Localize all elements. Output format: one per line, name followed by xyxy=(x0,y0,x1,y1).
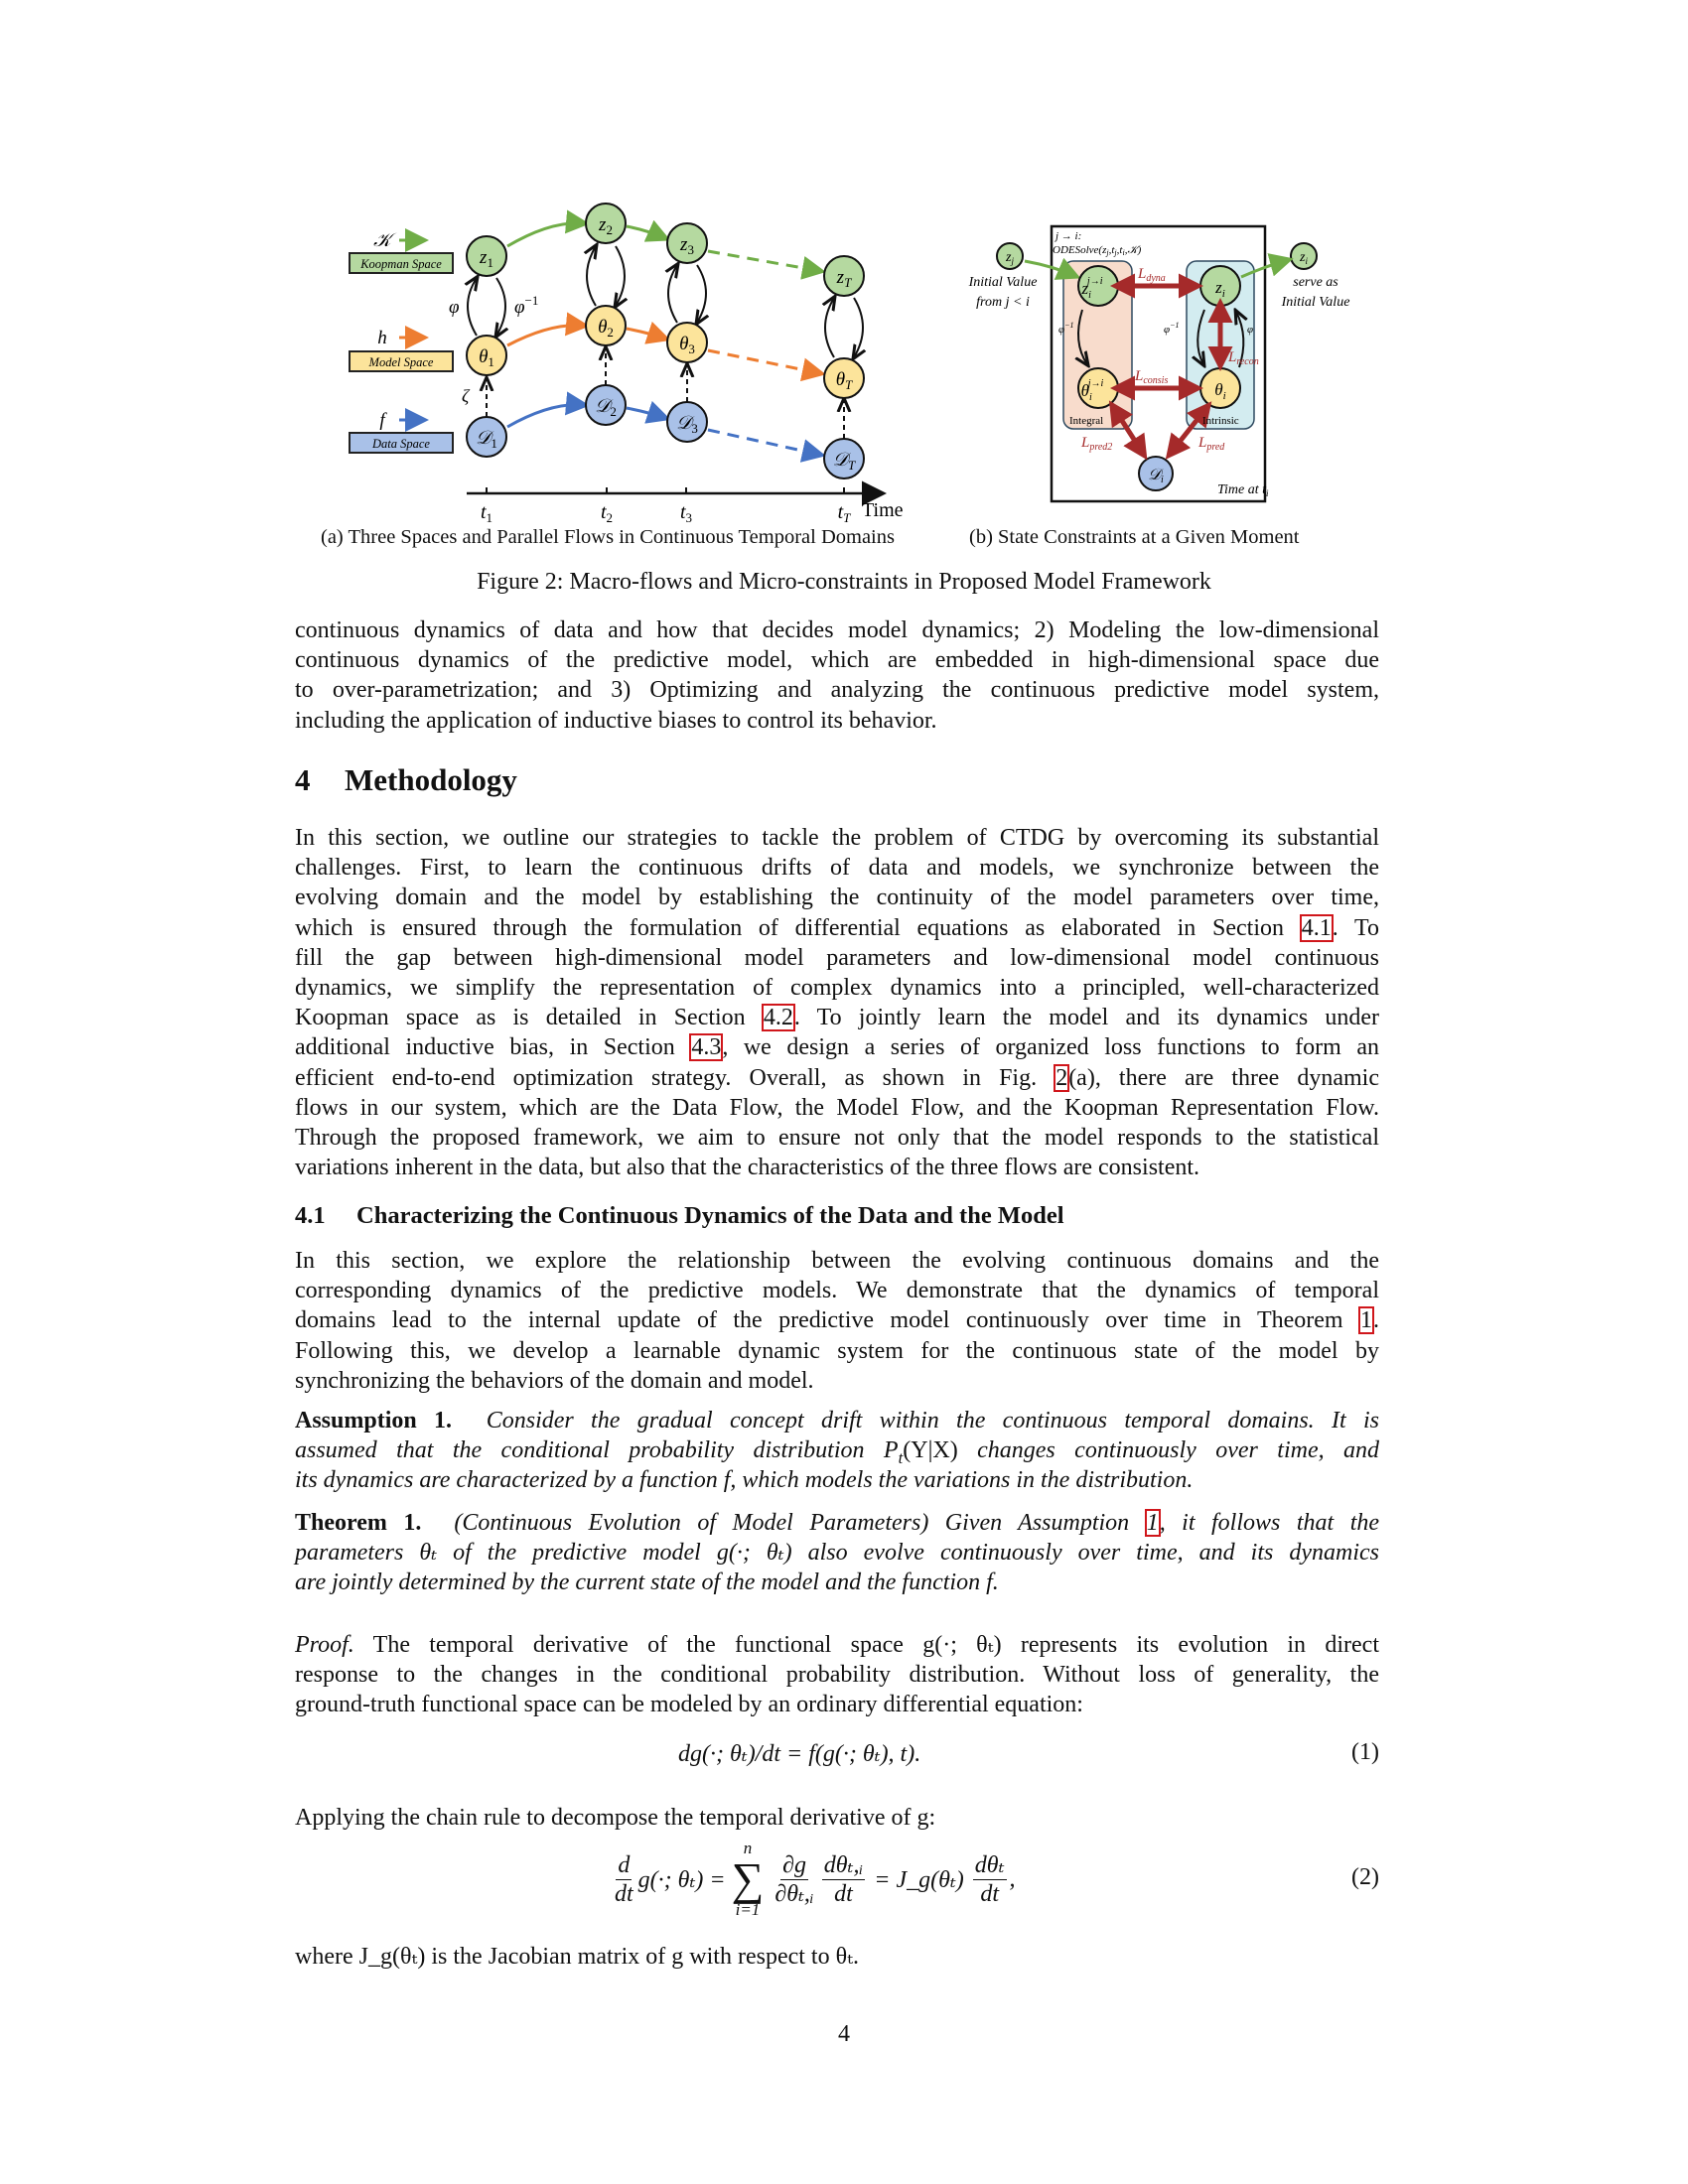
assumption-link-1[interactable]: 1 xyxy=(1146,1510,1159,1536)
equation-2: $\frac{d}{dt}$ g(·; θₜ) = n ∑ i=1 $\frac{\partial g}{\text{∂θₜ,ᵢ}}$ $\frac{\text{dθₜ,ᵢ}}{dt}$ = J_g(θₜ) $\frac{\text{dθₜ}}{dt}$ , xyxy=(615,1839,1016,1919)
node-theta2 xyxy=(586,306,626,345)
svg-text:Initial Value: Initial Value xyxy=(1281,295,1350,310)
text-line: continuous dynamics of the predictive model, which are embedded in high-dimensional space due xyxy=(295,647,1379,674)
subsection-heading-4-1: 4.1 Characterizing the Continuous Dynamics of the Data and the Model xyxy=(295,1202,1064,1229)
svg-text:𝒟T: 𝒟$_T$ xyxy=(832,450,856,473)
phi-inverse-label: $\varphi^{-1}$ xyxy=(514,293,539,318)
svg-text:𝒟2: 𝒟$_2$ xyxy=(595,396,617,419)
section-heading-methodology: 4 Methodology xyxy=(295,762,517,797)
loss-pred2: $L_{pred2}$ xyxy=(1081,435,1113,453)
svg-text:Intrinsic: Intrinsic xyxy=(1202,415,1239,427)
theorem-link-1[interactable]: 1 xyxy=(1360,1307,1372,1334)
page-number: 4 xyxy=(838,2021,850,2047)
svg-text:φ−1: $\varphi^{-1}$ xyxy=(1164,321,1180,336)
assumption-1: Assumption 1. Consider the gradual concept drift within the continuous temporal domains. It is assumed that the conditional probability distribution $P_t(Y|X)$ changes continuously over time, and its dynamics are characterized by a function f, which models the variations in the distribution. xyxy=(295,1408,1380,1494)
svg-text:Data Space: Data Space xyxy=(372,437,430,451)
node-D1 xyxy=(467,417,506,457)
section-link-4-2[interactable]: 4.2 xyxy=(763,1005,793,1031)
svg-text:Time: Time xyxy=(862,499,904,521)
svg-text:t3: $t_3$ xyxy=(679,501,693,525)
svg-text:θij→i: $\theta_ij\to i$ xyxy=(1080,378,1104,403)
figure-2 xyxy=(0,0,1688,596)
node-z3 xyxy=(667,223,707,263)
svg-text:z3: $z_3$ xyxy=(680,234,694,257)
node-D2 xyxy=(586,385,626,425)
node-z2 xyxy=(586,204,626,243)
svg-text:Integral: Integral xyxy=(1069,415,1104,427)
zeta-label: ζ xyxy=(462,386,470,406)
svg-text:θ3: $\theta_3$ xyxy=(679,334,695,356)
methodology-paragraph: In this section, we outline our strategies to tackle the problem of CTDG by overcoming its substantial challenges. First, to learn the continuous drifts of data and models, we synchronize between the evolving domain and the model by establishing the continuity of the model parameters over time, which is ensured through the formulation of differential equations as elaborated in Section 4.1. To fill the gap between high-dimensional model parameters and low-dimensional model continuous dynamics, we simplify the representation of complex dynamics into a principled, well-characterized Koopman space as is detailed in Section 4.2. To jointly learn the model and its dynamics under additional inductive bias, in Section 4.3, we design a series of organized loss functions to form an efficient end-to-end optimization strategy. Overall, as shown in Fig. 2(a), there are three dynamic flows in our system, which are the Data Flow, the Model Flow, and the Koopman Representation Flow. Through the proposed framework, we aim to ensure not only that the model responds to the statistical variations inherent in the data, but also that the characteristics of the three flows are consistent. xyxy=(295,825,1379,1181)
data-space-legend xyxy=(350,410,453,453)
svg-text:h: h xyxy=(377,328,387,348)
intro-continuation-paragraph xyxy=(295,615,1379,736)
equation-2-number: (2) xyxy=(1351,1864,1379,1890)
theorem-1: Theorem 1. (Continuous Evolution of Model Parameters) Given Assumption 1, it follows that the parameters θₜ of the predictive model g(·; θₜ) also evolve continuously over time, and its dynamics are jointly determined by the current state of the model and the function f. xyxy=(295,1510,1380,1596)
svg-text:θT: $\theta_T$ xyxy=(835,369,853,392)
panel-a xyxy=(350,204,904,525)
figure-link-2[interactable]: 2 xyxy=(1055,1064,1068,1091)
svg-text:Koopman Space: Koopman Space xyxy=(360,257,442,271)
subcaption-a: (a) Three Spaces and Parallel Flows in Continuous Temporal Domains xyxy=(321,526,895,548)
node-theta3 xyxy=(667,323,707,362)
node-thetaT xyxy=(824,358,864,398)
node-z1 xyxy=(467,236,506,276)
svg-text:𝒟3: 𝒟$_3$ xyxy=(676,413,698,436)
chain-rule-text: Applying the chain rule to decompose the temporal derivative of g: xyxy=(295,1805,936,1831)
svg-text:Model Space: Model Space xyxy=(368,355,434,369)
figure-2-diagram xyxy=(0,0,1688,526)
panel-b xyxy=(968,226,1350,501)
svg-text:𝒟i: 𝒟i xyxy=(1148,467,1164,485)
text-line: continuous dynamics of data and how that decides model dynamics; 2) Modeling the low-dimensional xyxy=(295,617,1379,643)
svg-text:θi: $\theta_i$ xyxy=(1214,380,1226,402)
loss-consis: $L_{consis}$ xyxy=(1135,368,1169,386)
svg-text:zj: $z_j$ xyxy=(1006,250,1014,266)
subcaption-b: (b) State Constraints at a Given Moment xyxy=(969,526,1300,548)
svg-text:zi: $z_i$ xyxy=(1215,278,1225,300)
svg-text:φ−1: $\varphi^{-1}$ xyxy=(1058,321,1074,336)
section-4-1-paragraph: In this section, we explore the relationship between the evolving continuous domains and the corresponding dynamics of the predictive models. We demonstrate that the dynamics of temporal domains lead to the internal update of the predictive model continuously over time in Theorem 1. Following this, we develop a learnable dynamic system for the continuous state of the model by synchronizing the behaviors of the domain and model. xyxy=(295,1248,1379,1394)
equation-1: dg(·; θₜ)/dt = f(g(·; θₜ), t). xyxy=(678,1741,921,1767)
time-axis xyxy=(467,487,904,525)
figure-caption: Figure 2: Macro-flows and Micro-constraints in Proposed Model Framework xyxy=(477,569,1211,595)
loss-pred: $L_{pred}$ xyxy=(1198,435,1225,453)
section-link-4-3[interactable]: 4.3 xyxy=(691,1034,722,1061)
svg-text:from j < i: from j < i xyxy=(976,295,1030,310)
svg-text:𝒟1: 𝒟$_1$ xyxy=(476,428,497,451)
loss-recon: $L_{recon}$ xyxy=(1228,349,1259,367)
phi-label: φ xyxy=(449,297,460,318)
koopman-space-legend xyxy=(350,230,453,273)
svg-text:φ: φ xyxy=(1247,324,1254,336)
node-D3 xyxy=(667,402,707,442)
svg-text:zij→i: $z_ij\to i$ xyxy=(1081,276,1103,301)
svg-text:Initial Value: Initial Value xyxy=(968,275,1038,290)
svg-text:j → i:: j → i: xyxy=(1055,230,1082,242)
svg-text:θ2: $\theta_2$ xyxy=(598,317,614,340)
proof: Proof. The temporal derivative of the functional space g(·; θₜ) represents its evolution in direct response to the changes in the conditional probability distribution. Without loss of generality, the ground-truth functional space can be modeled by an ordinary differential equation: xyxy=(295,1632,1379,1718)
section-link-4-1[interactable]: 4.1 xyxy=(1301,914,1332,941)
svg-text:t2: $t_2$ xyxy=(600,501,614,525)
svg-text:zT: $z_T$ xyxy=(836,267,852,290)
svg-text:θ1: $\theta_1$ xyxy=(479,346,494,369)
node-zT xyxy=(824,256,864,296)
svg-text:ODESolve(zj,tj,ti,𝒦): ODESolve(zj,tj,ti,𝒦) xyxy=(1053,244,1142,257)
svg-text:tT: $t_T$ xyxy=(837,501,851,525)
svg-text:f: f xyxy=(379,410,385,431)
jacobian-text: where J_g(θₜ) is the Jacobian matrix of g with respect to θₜ. xyxy=(295,1944,860,1970)
text-line: to over-parametrization; and 3) Optimizing and analyzing the continuous predictive model system, xyxy=(295,677,1379,704)
svg-text:z2: $z_2$ xyxy=(599,214,613,237)
node-DT xyxy=(824,439,864,478)
svg-text:t1: $t_1$ xyxy=(480,501,493,525)
svg-text:serve as: serve as xyxy=(1293,275,1338,290)
node-theta1 xyxy=(467,336,506,375)
svg-text:zi: $z_i$ xyxy=(1300,250,1308,266)
model-space-legend xyxy=(350,328,453,371)
svg-text:𝒦: 𝒦 xyxy=(373,230,391,251)
text-line: including the application of inductive biases to control its behavior. xyxy=(295,707,937,734)
loss-dyna: $L_{dyna}$ xyxy=(1138,266,1166,284)
svg-text:Time at ti: Time at $t_i$ xyxy=(1217,482,1269,498)
svg-text:z1: $z_1$ xyxy=(480,247,493,270)
equation-1-number: (1) xyxy=(1351,1739,1379,1765)
